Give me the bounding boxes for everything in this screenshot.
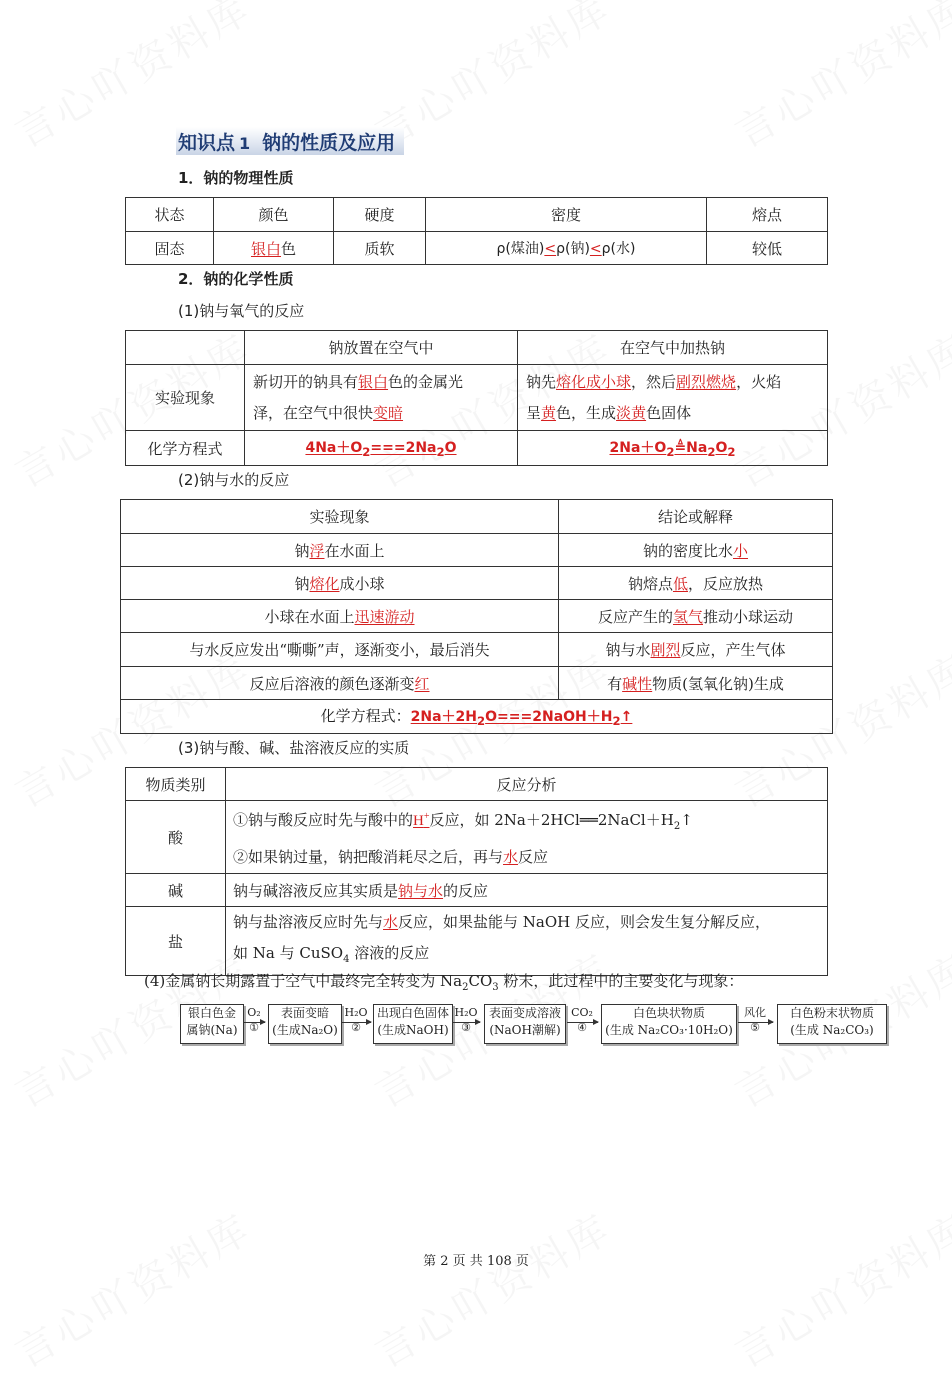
flow-box-sodium: 银白色金 属钠(Na) [180, 1004, 244, 1044]
header-hardness: 硬度 [334, 198, 426, 232]
watermark [723, 1198, 952, 1379]
flow-label-h2o: H₂O ② [344, 1006, 368, 1034]
empty-cell [126, 331, 245, 365]
label-salt: 盐 [126, 907, 226, 976]
label-acid: 酸 [126, 801, 226, 874]
watermark [3, 1198, 260, 1379]
table-row-conclusion: 有碱性物质(氢氧化钠)生成 [559, 667, 833, 700]
subtitle-oxygen: (1)钠与氧气的反应 [178, 302, 305, 320]
header-in-air: 钠放置在空气中 [245, 331, 518, 365]
equation-combustion: $2Na+O_2≜Na_2O_2$ [518, 431, 828, 466]
subtitle-air-exposure: (4)金属钠长期露置于空气中最终完全转变为 $Na_2CO_3$ 粉末，此过程中的主要变化与现象： [144, 972, 744, 993]
header-color: 颜色 [214, 198, 334, 232]
page-title: 知识点 1 钠的性质及应用 [178, 132, 396, 154]
cell-hardness: 质软 [334, 232, 426, 265]
water-equation: 化学方程式：$2Na+2H_2O===2NaOH+H_2↑$ [121, 700, 833, 734]
header-melting: 熔点 [707, 198, 828, 232]
physical-properties-table [125, 197, 828, 265]
cell-density: ρ(煤油)<ρ(钠)<ρ(水) [426, 232, 707, 265]
watermark [363, 1198, 620, 1379]
header-category: 物质类别 [126, 768, 226, 801]
section-heading-physical: 1．钠的物理性质 [178, 169, 294, 187]
watermark [723, 0, 952, 159]
table-row-phenomenon: 反应后溶液的颜色逐渐变红 [121, 667, 559, 700]
flow-arrow [738, 1022, 773, 1023]
header-density: 密度 [426, 198, 707, 232]
table-row-phenomenon: 与水反应发出“嘶嘶”声，逐渐变小，最后消失 [121, 633, 559, 667]
header-heated: 在空气中加热钠 [518, 331, 828, 365]
flow-label-o2: O₂ ① [247, 1006, 261, 1034]
flow-box-crystal: 白色块状物质 (生成 Na₂CO₃·10H₂O) [601, 1004, 737, 1044]
table-row-conclusion: 反应产生的氢气推动小球运动 [559, 600, 833, 633]
flow-arrow [342, 1022, 371, 1023]
header-analysis: 反应分析 [226, 768, 828, 801]
cell-heat-phenomenon: 钠先熔化成小球，然后剧烈燃烧，火焰 呈黄色，生成淡黄色固体 [518, 365, 828, 431]
cell-acid-analysis: ①钠与酸反应时先与酸中的H+反应，如 $2Na+2HCl══2NaCl+H_2↑$ ②如果钠过量，钠把酸消耗尽之后，再与水反应 [226, 801, 828, 874]
section-heading-chemical: 2．钠的化学性质 [178, 270, 294, 288]
flow-box-powder: 白色粉末状物质 (生成 Na₂CO₃) [777, 1004, 887, 1044]
table-row-conclusion: 钠与水剧烈反应，产生气体 [559, 633, 833, 667]
table-row-phenomenon: 小球在水面上迅速游动 [121, 600, 559, 633]
water-reaction-table [120, 499, 833, 734]
cell-air-phenomenon: 新切开的钠具有银白色的金属光 泽，在空气中很快变暗 [245, 365, 518, 431]
label-phenomenon: 实验现象 [126, 365, 245, 431]
flow-box-white-solid: 出现白色固体 (生成NaOH) [373, 1004, 453, 1044]
label-equation: 化学方程式 [126, 431, 245, 466]
cell-color: 银白色 [214, 232, 334, 265]
header-conclusion: 结论或解释 [559, 500, 833, 534]
equation-oxidation: $4Na+O_2===2Na_2O$ [245, 431, 518, 466]
subtitle-water: (2)钠与水的反应 [178, 471, 290, 489]
flow-label-h2o: H₂O ③ [454, 1006, 478, 1034]
flow-label-co2: CO₂ ④ [571, 1006, 593, 1034]
cell-base-analysis: 钠与碱溶液反应其实质是钠与水的反应 [226, 874, 828, 907]
table-row-conclusion: 钠的密度比水小 [559, 534, 833, 567]
label-base: 碱 [126, 874, 226, 907]
table-row-phenomenon: 钠浮在水面上 [121, 534, 559, 567]
header-phenomenon: 实验现象 [121, 500, 559, 534]
cell-salt-analysis: 钠与盐溶液反应时先与水反应，如果盐能与 NaOH 反应，则会发生复分解反应， 如 Na 与 CuSO$_4$ 溶液的反应 [226, 907, 828, 976]
flow-box-solution: 表面变成溶液 (NaOH潮解) [484, 1004, 566, 1044]
flow-box-darken: 表面变暗 (生成Na₂O) [268, 1004, 342, 1044]
acid-base-salt-table [125, 767, 828, 976]
flow-label-weathering: 风化 ⑤ [744, 1006, 766, 1034]
header-state: 状态 [126, 198, 214, 232]
oxygen-reaction-table [125, 330, 828, 466]
table-row-conclusion: 钠熔点低，反应放热 [559, 567, 833, 600]
flow-arrow [567, 1022, 598, 1023]
subtitle-acid-base-salt: (3)钠与酸、碱、盐溶液反应的实质 [178, 739, 410, 757]
table-row-phenomenon: 钠熔化成小球 [121, 567, 559, 600]
cell-melting: 较低 [707, 232, 828, 265]
flow-arrow [244, 1022, 265, 1023]
flow-arrow [453, 1022, 480, 1023]
page-footer: 第 2 页 共 108 页 [423, 1254, 529, 1269]
cell-state: 固态 [126, 232, 214, 265]
